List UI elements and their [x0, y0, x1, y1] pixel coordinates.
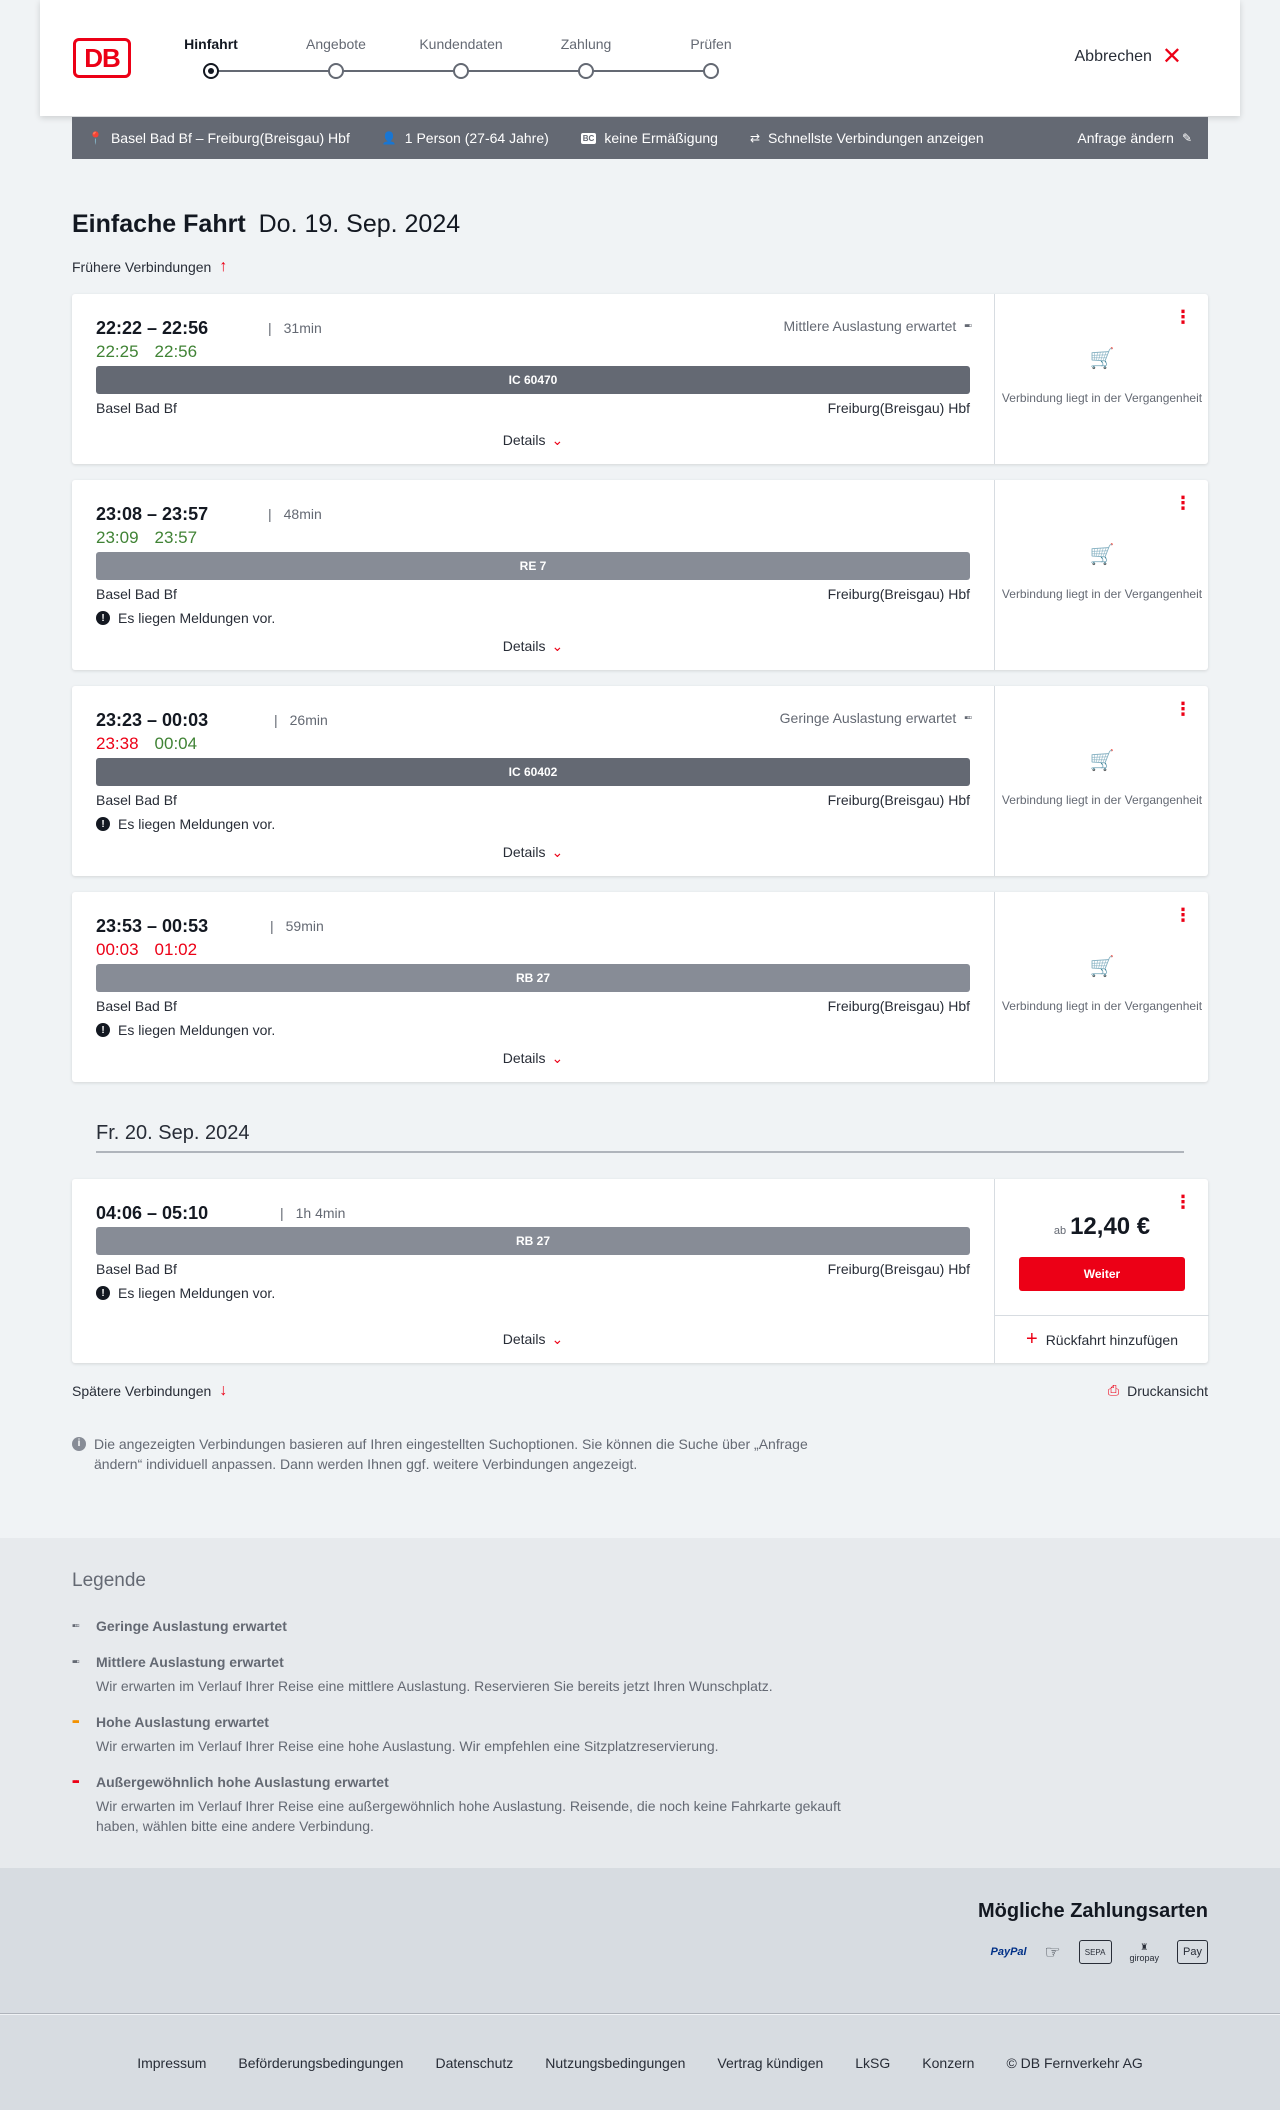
payment-methods-section	[0, 1868, 1280, 2014]
apple-pay-icon	[1177, 1940, 1208, 1964]
legend-item	[72, 1774, 852, 1836]
price	[995, 1213, 1209, 1241]
details-label: Details	[502, 1331, 546, 1347]
origin-station: Basel Bad Bf	[96, 586, 177, 602]
legend-item	[72, 1618, 852, 1634]
step-pruefen: Prüfen	[690, 36, 732, 52]
passenger-summary	[382, 130, 549, 146]
payment-title: Mögliche Zahlungsarten	[977, 1900, 1208, 1922]
edit-search-button[interactable]	[1077, 130, 1192, 146]
destination-station: Freiburg(Breisgau) Hbf	[827, 1261, 970, 1277]
origin-station: Basel Bad Bf	[96, 998, 177, 1014]
exclamation-icon: !	[96, 611, 110, 625]
giropay-label: giropay	[1129, 1952, 1160, 1963]
details-label: Details	[502, 432, 546, 448]
connection-card[interactable]	[72, 480, 1208, 670]
sepa-icon: SEPA	[1079, 1940, 1112, 1964]
realtime-times	[96, 940, 213, 960]
swap-arrows-icon: ⇄	[749, 131, 761, 145]
notice	[96, 1022, 275, 1038]
train-bar[interactable]: RB 27	[96, 964, 970, 992]
medium-load-icon: ▪▪▫	[72, 1656, 78, 1668]
realtime-departure: 22:25	[96, 342, 139, 361]
footer-link-nutzungsbedingungen[interactable]: Nutzungsbedingungen	[545, 2054, 686, 2071]
load-indicator	[780, 710, 970, 726]
payment-icons	[991, 1940, 1208, 1964]
travel-duration: | 26min	[274, 712, 328, 728]
footer-link-datenschutz[interactable]: Datenschutz	[435, 2054, 514, 2071]
close-icon: ✕	[1161, 43, 1182, 70]
legend-item-title: Außergewöhnlich hohe Auslastung erwartet	[96, 1774, 389, 1790]
later-connections-link[interactable]	[72, 1382, 227, 1400]
location-pin-icon: 📍	[88, 131, 103, 145]
person-icon: 👤	[381, 131, 397, 145]
info-text: Die angezeigten Verbindungen basieren auf Ihren eingestellten Suchoptionen. Sie können die Suche über „Anfrage ändern“ individuell anpassen. Dann werden Ihnen ggf. weitere Verbindungen angezeigt.	[94, 1436, 808, 1472]
step-dot-kundendaten	[453, 63, 469, 79]
discount-summary	[581, 130, 718, 146]
travel-duration: | 48min	[268, 506, 322, 522]
connection-card[interactable]	[72, 892, 1208, 1082]
step-dot-angebote	[328, 63, 344, 79]
footer-link-lksg[interactable]: LkSG	[855, 2054, 891, 2071]
notice-text: Es liegen Meldungen vor.	[118, 1022, 276, 1038]
option-text: Schnellste Verbindungen anzeigen	[768, 130, 984, 146]
realtime-arrival: 01:02	[154, 940, 198, 959]
search-info	[72, 1434, 842, 1474]
details-label: Details	[502, 638, 546, 654]
cancel-label: Abbrechen	[1074, 48, 1152, 65]
offer-panel	[994, 1179, 1208, 1363]
legend-item-title: Hohe Auslastung erwartet	[96, 1714, 269, 1730]
exclamation-icon: !	[96, 1023, 110, 1037]
details-toggle[interactable]	[72, 1050, 994, 1067]
footer-link-vertrag-kuendigen[interactable]: Vertrag kündigen	[717, 2054, 824, 2071]
earlier-label: Frühere Verbindungen	[72, 259, 212, 275]
connection-main	[72, 294, 994, 464]
notice-text: Es liegen Meldungen vor.	[118, 816, 276, 832]
scheduled-times: 04:06 – 05:10	[96, 1203, 209, 1223]
chevron-down-icon: ⌄	[551, 432, 564, 448]
cart-unavailable-icon: 🛒	[1089, 348, 1115, 370]
notice	[96, 610, 275, 626]
connection-status	[994, 686, 1208, 876]
destination-station: Freiburg(Breisgau) Hbf	[827, 400, 970, 416]
continue-button[interactable]: Weiter	[1019, 1257, 1185, 1291]
load-text: Geringe Auslastung erwartet	[779, 710, 957, 726]
pencil-icon: ✎	[1181, 131, 1192, 145]
more-options-icon[interactable]: ⋮	[1174, 1192, 1192, 1212]
train-bar[interactable]: RE 7	[96, 552, 970, 580]
more-options-icon[interactable]: ⋮	[1174, 493, 1192, 513]
arrow-down-icon: ↓	[219, 1382, 228, 1399]
price-value: 12,40 €	[1070, 1213, 1151, 1240]
footer-link-konzern[interactable]: Konzern	[922, 2054, 975, 2071]
step-dot-hinfahrt	[203, 63, 219, 79]
connection-status	[994, 294, 1208, 464]
more-options-icon[interactable]: ⋮	[1174, 699, 1192, 719]
cart-unavailable-icon: 🛒	[1089, 750, 1115, 772]
trip-type: Einfache Fahrt	[72, 210, 246, 238]
step-kundendaten: Kundendaten	[419, 36, 503, 52]
destination-station: Freiburg(Breisgau) Hbf	[827, 998, 970, 1014]
past-connection-text: Verbindung liegt in der Vergangenheit	[1001, 999, 1203, 1013]
realtime-times	[96, 734, 213, 754]
page-title	[72, 210, 460, 239]
low-load-icon: ▪▫▫	[72, 1620, 78, 1632]
connection-card[interactable]	[72, 686, 1208, 876]
giropay-icon	[1130, 1940, 1160, 1964]
search-summary-bar	[72, 117, 1208, 159]
exclamation-icon: !	[96, 1286, 110, 1300]
discount-text: keine Ermäßigung	[604, 130, 718, 146]
footer	[0, 2015, 1280, 2110]
step-angebote: Angebote	[306, 36, 366, 52]
day-separator: Fr. 20. Sep. 2024	[96, 1122, 1184, 1153]
notice-text: Es liegen Meldungen vor.	[118, 610, 276, 626]
medium-load-icon: ▪▪▫	[964, 320, 970, 332]
route-summary	[88, 130, 350, 146]
details-toggle[interactable]	[72, 844, 994, 861]
connection-main	[72, 686, 994, 876]
step-zahlung: Zahlung	[560, 36, 612, 52]
earlier-connections-link[interactable]	[72, 258, 227, 276]
destination-station: Freiburg(Breisgau) Hbf	[827, 586, 970, 602]
legend-item-title: Geringe Auslastung erwartet	[96, 1618, 287, 1634]
add-return-button[interactable]	[995, 1315, 1209, 1363]
edit-search-label: Anfrage ändern	[1077, 130, 1174, 146]
chevron-down-icon: ⌄	[551, 844, 564, 860]
realtime-arrival: 22:56	[154, 342, 198, 361]
chevron-down-icon: ⌄	[551, 1050, 564, 1066]
destination-station: Freiburg(Breisgau) Hbf	[827, 792, 970, 808]
details-toggle[interactable]	[72, 638, 994, 655]
price-prefix: ab	[1053, 1225, 1067, 1237]
db-logo[interactable]: DB	[73, 38, 131, 78]
more-options-icon[interactable]: ⋮	[1174, 307, 1192, 327]
printer-icon: ⎙	[1107, 1382, 1120, 1398]
arrow-up-icon: ↑	[219, 258, 228, 275]
legend-item-title: Mittlere Auslastung erwartet	[96, 1654, 284, 1670]
high-load-icon: ▪▪▪	[72, 1716, 78, 1728]
legend-item	[72, 1714, 852, 1756]
connection-status	[994, 480, 1208, 670]
connection-main	[72, 480, 994, 670]
footer-link-impressum[interactable]: Impressum	[137, 2054, 207, 2071]
step-hinfahrt: Hinfahrt	[184, 36, 238, 52]
card-hand-icon: ☞	[1044, 1941, 1061, 1962]
scheduled-times: 22:22 – 22:56	[96, 318, 209, 338]
connection-main	[72, 892, 994, 1082]
cancel-button[interactable]	[1074, 43, 1183, 70]
exceptional-load-icon: ▪▪▪	[72, 1776, 78, 1788]
train-bar[interactable]: IC 60470	[96, 366, 970, 394]
low-load-icon: ▪▫▫	[964, 712, 970, 724]
past-connection-text: Verbindung liegt in der Vergangenheit	[1001, 587, 1203, 601]
notice	[96, 1285, 275, 1301]
more-options-icon[interactable]: ⋮	[1174, 905, 1192, 925]
connection-card[interactable]	[72, 294, 1208, 464]
notice	[96, 816, 275, 832]
cart-unavailable-icon: 🛒	[1089, 544, 1115, 566]
details-label: Details	[502, 1050, 546, 1066]
travel-duration: | 1h 4min	[280, 1205, 345, 1221]
scheduled-times: 23:08 – 23:57	[96, 504, 209, 524]
footer-link-befoerderungsbedingungen[interactable]: Beförderungsbedingungen	[238, 2054, 404, 2071]
realtime-times	[96, 528, 213, 548]
realtime-arrival: 23:57	[154, 528, 198, 547]
legend-item-text: Wir erwarten im Verlauf Ihrer Reise eine außergewöhnlich hohe Auslastung. Reisende, die noch keine Fahrkarte gekauft haben, wählen bitte eine andere Verbindung.	[96, 1798, 841, 1834]
realtime-times	[96, 342, 213, 362]
details-toggle[interactable]	[72, 1331, 994, 1348]
later-label: Spätere Verbindungen	[72, 1383, 212, 1399]
details-toggle[interactable]	[72, 432, 994, 449]
route-text: Basel Bad Bf – Freiburg(Breisgau) Hbf	[110, 130, 350, 146]
print-view-link[interactable]	[1108, 1382, 1208, 1399]
legend-item-text: Wir erwarten im Verlauf Ihrer Reise eine hohe Auslastung. Wir empfehlen eine Sitzplatzreservierung.	[96, 1738, 719, 1754]
cart-unavailable-icon: 🛒	[1089, 956, 1115, 978]
bahncard-icon: BC	[582, 133, 595, 143]
train-bar[interactable]: IC 60402	[96, 758, 970, 786]
travel-duration: | 31min	[268, 320, 322, 336]
past-connection-text: Verbindung liegt in der Vergangenheit	[1001, 793, 1203, 807]
past-connection-text: Verbindung liegt in der Vergangenheit	[1001, 391, 1203, 405]
train-bar[interactable]: RB 27	[96, 1227, 970, 1255]
legend-title: Legende	[72, 1570, 146, 1591]
exclamation-icon: !	[96, 817, 110, 831]
footer-copyright: © DB Fernverkehr AG	[1006, 2054, 1143, 2071]
origin-station: Basel Bad Bf	[96, 1261, 177, 1277]
travel-duration: | 59min	[270, 918, 324, 934]
print-label: Druckansicht	[1127, 1382, 1208, 1399]
details-label: Details	[502, 844, 546, 860]
plus-icon: +	[1026, 1328, 1038, 1350]
realtime-departure: 23:09	[96, 528, 139, 547]
legend-section	[0, 1538, 1280, 1868]
load-text: Mittlere Auslastung erwartet	[783, 318, 957, 334]
load-indicator	[784, 318, 970, 334]
step-dot-pruefen	[703, 63, 719, 79]
connection-status	[994, 892, 1208, 1082]
chevron-down-icon: ⌄	[551, 638, 564, 654]
realtime-departure: 23:38	[96, 734, 139, 753]
option-summary	[750, 130, 984, 146]
info-icon: i	[72, 1437, 86, 1451]
trip-date: Do. 19. Sep. 2024	[258, 210, 461, 238]
connection-main	[72, 1179, 994, 1363]
connection-card[interactable]	[72, 1179, 1208, 1363]
realtime-departure: 00:03	[96, 940, 139, 959]
legend-item	[72, 1654, 852, 1696]
paypal-icon: PayPal	[990, 1946, 1027, 1958]
add-return-label: Rückfahrt hinzufügen	[1045, 1331, 1178, 1348]
notice-text: Es liegen Meldungen vor.	[118, 1285, 276, 1301]
apple-pay-label: Pay	[1183, 1946, 1202, 1958]
origin-station: Basel Bad Bf	[96, 792, 177, 808]
giropay-symbol: ♜	[1140, 1941, 1149, 1952]
legend-item-text: Wir erwarten im Verlauf Ihrer Reise eine mittlere Auslastung. Reservieren Sie bereits jetzt Ihren Wunschplatz.	[96, 1678, 773, 1694]
passenger-text: 1 Person (27-64 Jahre)	[404, 130, 549, 146]
step-dot-zahlung	[578, 63, 594, 79]
scheduled-times: 23:23 – 00:03	[96, 710, 209, 730]
chevron-down-icon: ⌄	[551, 1331, 564, 1347]
header	[40, 0, 1240, 116]
realtime-arrival: 00:04	[154, 734, 198, 753]
scheduled-times: 23:53 – 00:53	[96, 916, 209, 936]
origin-station: Basel Bad Bf	[96, 400, 177, 416]
